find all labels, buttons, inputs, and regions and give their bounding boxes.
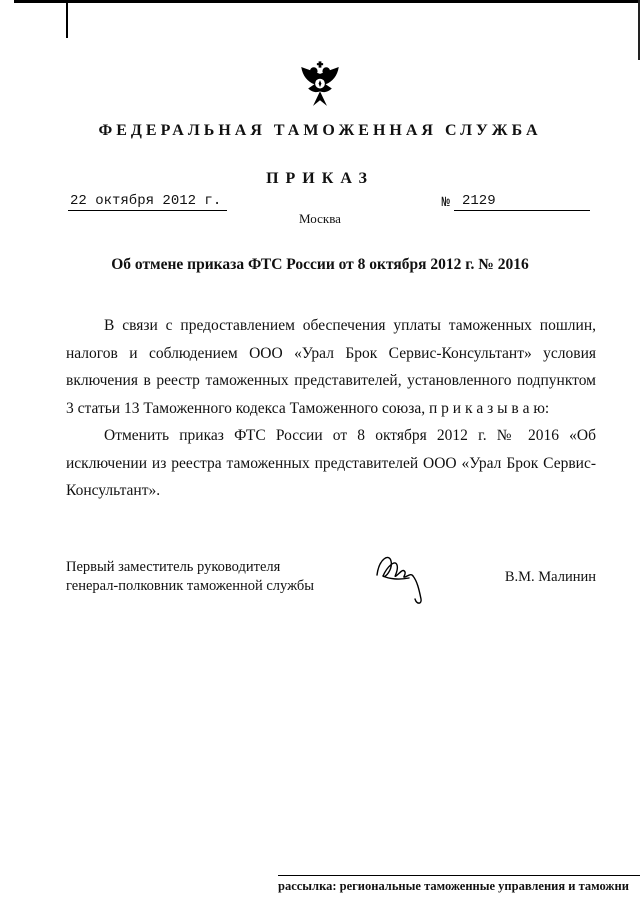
signer-position-line2: генерал-полковник таможенной службы — [66, 578, 315, 595]
order-title: Об отмене приказа ФТС России от 8 октября 2012 г. № 2016 — [111, 256, 529, 273]
scan-artifact-top-line — [14, 0, 640, 3]
body-paragraph: Отменить приказ ФТС России от 8 октября 2012 г. № 2016 «Об исключении из реестра таможенных представителей ООО «Урал Брок Сервис-Консультант». — [66, 427, 596, 500]
number-sign-label: № — [441, 195, 450, 211]
body-paragraph: В связи с предоставлением обеспечения уплаты таможенных пошлин, налогов и соблюдением ООО «Урал Брок Сервис-Консультант» условия включения в реестр таможенных представителей, установленного подпунктом 3 статьи 13 Таможенного кодекса Таможенного союза, п р и к а з ы в а ю: — [66, 317, 596, 417]
order-body — [66, 312, 596, 505]
signer-position-line1: Первый заместитель руководителя — [66, 558, 281, 575]
document-date: 22 октября 2012 г. — [68, 193, 227, 211]
coat-of-arms-eagle-icon — [299, 60, 341, 115]
city-label: Москва — [299, 211, 341, 226]
date-and-number-row — [68, 193, 590, 211]
document-type-heading: ПРИКАЗ — [266, 170, 374, 187]
signer-name: В.М. Малинин — [504, 568, 596, 585]
agency-name: ФЕДЕРАЛЬНАЯ ТАМОЖЕННАЯ СЛУЖБА — [98, 122, 542, 139]
handwritten-signature-icon — [369, 549, 439, 614]
scan-artifact-left-tick — [66, 0, 68, 38]
document-number-block — [442, 193, 590, 211]
document-number: 2129 — [454, 193, 590, 211]
distribution-note: рассылка: региональные таможенные управления и таможни — [278, 875, 640, 894]
signature-block — [66, 545, 596, 610]
signer-position — [66, 558, 314, 597]
